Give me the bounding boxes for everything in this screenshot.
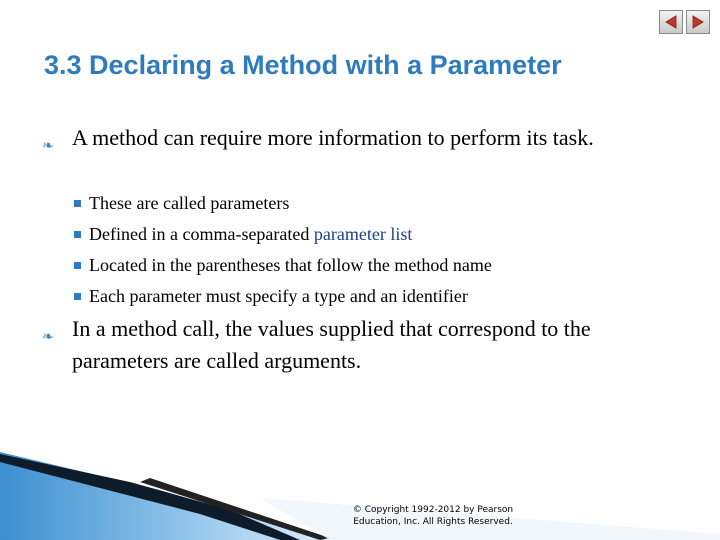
sub-bullet-list	[74, 191, 492, 315]
previous-slide-button[interactable]	[659, 10, 683, 34]
triangle-left-icon	[663, 14, 679, 30]
bullet-1-text: A method can require more information to perform its task.	[72, 125, 594, 150]
slide-navigation	[659, 10, 710, 34]
bullet-2	[42, 313, 692, 377]
feather-bullet-icon: ❧	[42, 329, 54, 345]
sub-bullet-1	[74, 191, 492, 222]
square-bullet-icon	[74, 231, 81, 238]
sub-bullet-1-text: These are called parameters	[89, 193, 290, 213]
slide-title: 3.3 Declaring a Method with a Parameter	[44, 50, 562, 80]
sub-bullet-2-text: Defined in a comma-separated	[89, 224, 314, 244]
sub-bullet-4	[74, 284, 492, 315]
copyright-notice	[328, 504, 538, 528]
sub-bullet-3	[74, 253, 492, 284]
feather-bullet-icon: ❧	[42, 138, 54, 154]
bullet-1	[42, 122, 692, 154]
square-bullet-icon	[74, 293, 81, 300]
sub-bullet-3-text: Located in the parentheses that follow the method name	[89, 255, 492, 275]
sub-bullet-4-text: Each parameter must specify a type and an identifier	[89, 286, 468, 306]
square-bullet-icon	[74, 262, 81, 269]
next-slide-button[interactable]	[686, 10, 710, 34]
square-bullet-icon	[74, 200, 81, 207]
sub-bullet-2-highlight: parameter list	[313, 224, 413, 244]
bullet-2-text: In a method call, the values supplied that correspond to the parameters are called arguments.	[72, 316, 591, 373]
copyright-line-2: Education, Inc. All Rights Reserved.	[353, 517, 513, 527]
sub-bullet-2	[74, 222, 492, 253]
triangle-right-icon	[690, 14, 706, 30]
copyright-line-1: © Copyright 1992-2012 by Pearson	[352, 505, 514, 515]
